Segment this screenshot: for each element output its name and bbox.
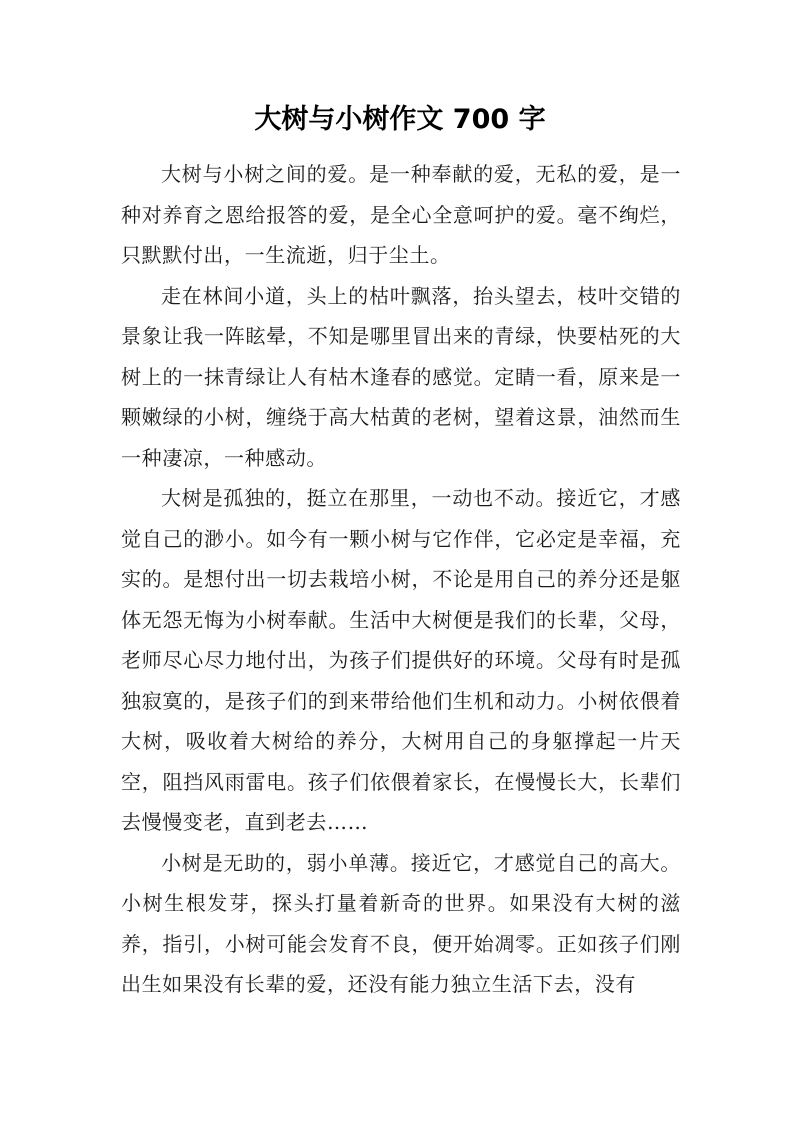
paragraph-4: 小树是无助的，弱小单薄。接近它，才感觉自己的高大。小树生根发芽，探头打量着新奇的世界。如果没有大树的滋养，指引，小树可能会发育不良，便开始凋零。正如孩子们刚出生如果没有长辈的爱，还没有能力独立生活下去，没有 xyxy=(121,850,681,996)
essay-body xyxy=(121,154,681,1005)
page-title: 大树与小树作文 700 字 xyxy=(254,104,546,135)
paragraph-1: 大树与小树之间的爱。是一种奉献的爱，无私的爱，是一种对养育之恩给报答的爱，是全心全意呵护的爱。毫不绚烂，只默默付出，一生流逝，归于尘土。 xyxy=(121,162,681,267)
paragraph-3: 大树是孤独的，挺立在那里，一动也不动。接近它，才感觉自己的渺小。如今有一颗小树与它作伴，它必定是幸福，充实的。是想付出一切去栽培小树，不论是用自己的养分还是躯体无怨无悔为小树奉献。生活中大树便是我们的长辈，父母，老师尽心尽力地付出，为孩子们提供好的环境。父母有时是孤独寂寞的，是孩子们的到来带给他们生机和动力。小树依偎着大树，吸收着大树给的养分，大树用自己的身躯撑起一片天空，阻挡风雨雷电。孩子们依偎着家长，在慢慢长大，长辈们去慢慢变老，直到老去…… xyxy=(121,486,681,834)
paragraph-2: 走在林间小道，头上的枯叶飘落，抬头望去，枝叶交错的景象让我一阵眩晕，不知是哪里冒出来的青绿，快要枯死的大树上的一抹青绿让人有枯木逢春的感觉。定睛一看，原来是一颗嫩绿的小树，缠绕于高大枯黄的老树，望着这景，油然而生一种凄凉，一种感动。 xyxy=(121,283,681,470)
